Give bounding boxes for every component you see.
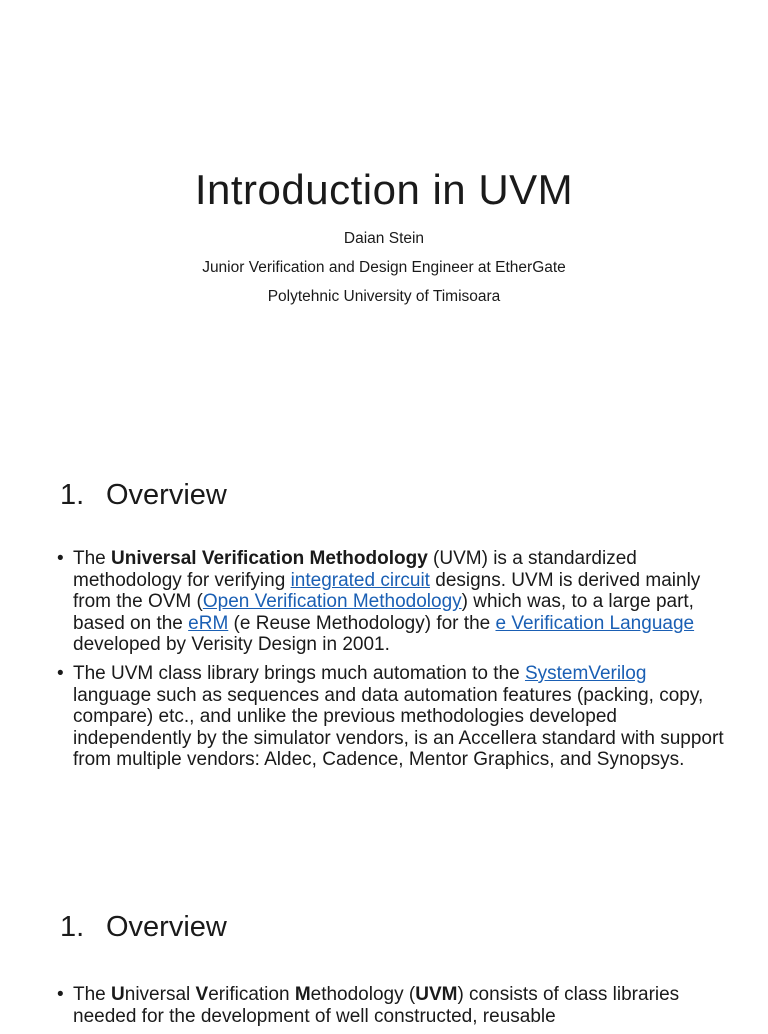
bold-term: Universal Verification Methodology xyxy=(111,548,428,569)
slide-heading xyxy=(60,911,227,944)
link-integrated-circuit[interactable]: integrated circuit xyxy=(290,569,430,591)
bullet-item xyxy=(57,663,728,771)
bullet-text: The xyxy=(73,984,112,1005)
heading-number: 1. xyxy=(60,479,85,511)
bullet-text: language such as sequences and data automation features (packing, copy, compare) etc., and unlike the previous methodologies developed independently by the simulator vendors, is an Accellera standard with support from multiple vendors: Aldec, Cadence, Mentor Graphics, and Synopsys. xyxy=(73,684,724,771)
bullet-text: (UVM) is a standardized methodology for verifying xyxy=(73,548,637,591)
bullet-text: ) which was, to a large part, based on the xyxy=(73,591,694,634)
bullet-text: erification xyxy=(208,984,295,1005)
bullet-item xyxy=(57,984,728,1027)
bullet-text: The UVM class library brings much automation to the xyxy=(73,662,525,684)
bullet-text: niversal xyxy=(124,984,196,1005)
bold-term: UVM xyxy=(415,984,458,1005)
bullet-text: ) consists of class libraries needed for the development of well constructed, reusable xyxy=(73,984,680,1027)
bullet-icon: • xyxy=(57,662,64,684)
heading-number: 1. xyxy=(60,911,85,943)
bullet-list xyxy=(57,548,728,778)
heading-text: Overview xyxy=(106,911,227,943)
title-slide xyxy=(0,0,768,432)
bullet-text: The xyxy=(73,548,112,569)
bullet-icon: • xyxy=(57,548,64,569)
bold-letter: V xyxy=(195,984,209,1005)
author-role: Junior Verification and Design Engineer at EtherGate xyxy=(202,259,566,276)
bullet-item xyxy=(57,548,728,656)
bullet-text: (e Reuse Methodology) for the xyxy=(228,612,496,634)
bullet-text: developed by Verisity Design in 2001. xyxy=(73,634,390,656)
bullet-list xyxy=(57,984,728,1034)
bold-letter: M xyxy=(294,984,311,1005)
presentation-title: Introduction in UVM xyxy=(194,166,574,213)
bullet-text: designs. UVM is derived mainly from the OVM ( xyxy=(73,569,701,613)
slide-heading xyxy=(60,479,227,512)
overview-slide-1 xyxy=(0,432,768,864)
author-name: Daian Stein xyxy=(343,230,425,247)
link-e-verification-language[interactable]: e Verification Language xyxy=(495,612,695,634)
overview-slide-2 xyxy=(0,864,768,1027)
heading-text: Overview xyxy=(106,479,227,511)
author-university: Polytehnic University of Timisoara xyxy=(267,288,501,305)
link-systemverilog[interactable]: SystemVerilog xyxy=(524,662,647,684)
bold-letter: U xyxy=(111,984,125,1005)
bullet-icon: • xyxy=(57,984,64,1005)
link-open-verification-methodology[interactable]: Open Verification Methodology xyxy=(202,591,462,613)
link-erm[interactable]: eRM xyxy=(188,612,229,634)
bullet-text: ethodology ( xyxy=(310,984,416,1005)
